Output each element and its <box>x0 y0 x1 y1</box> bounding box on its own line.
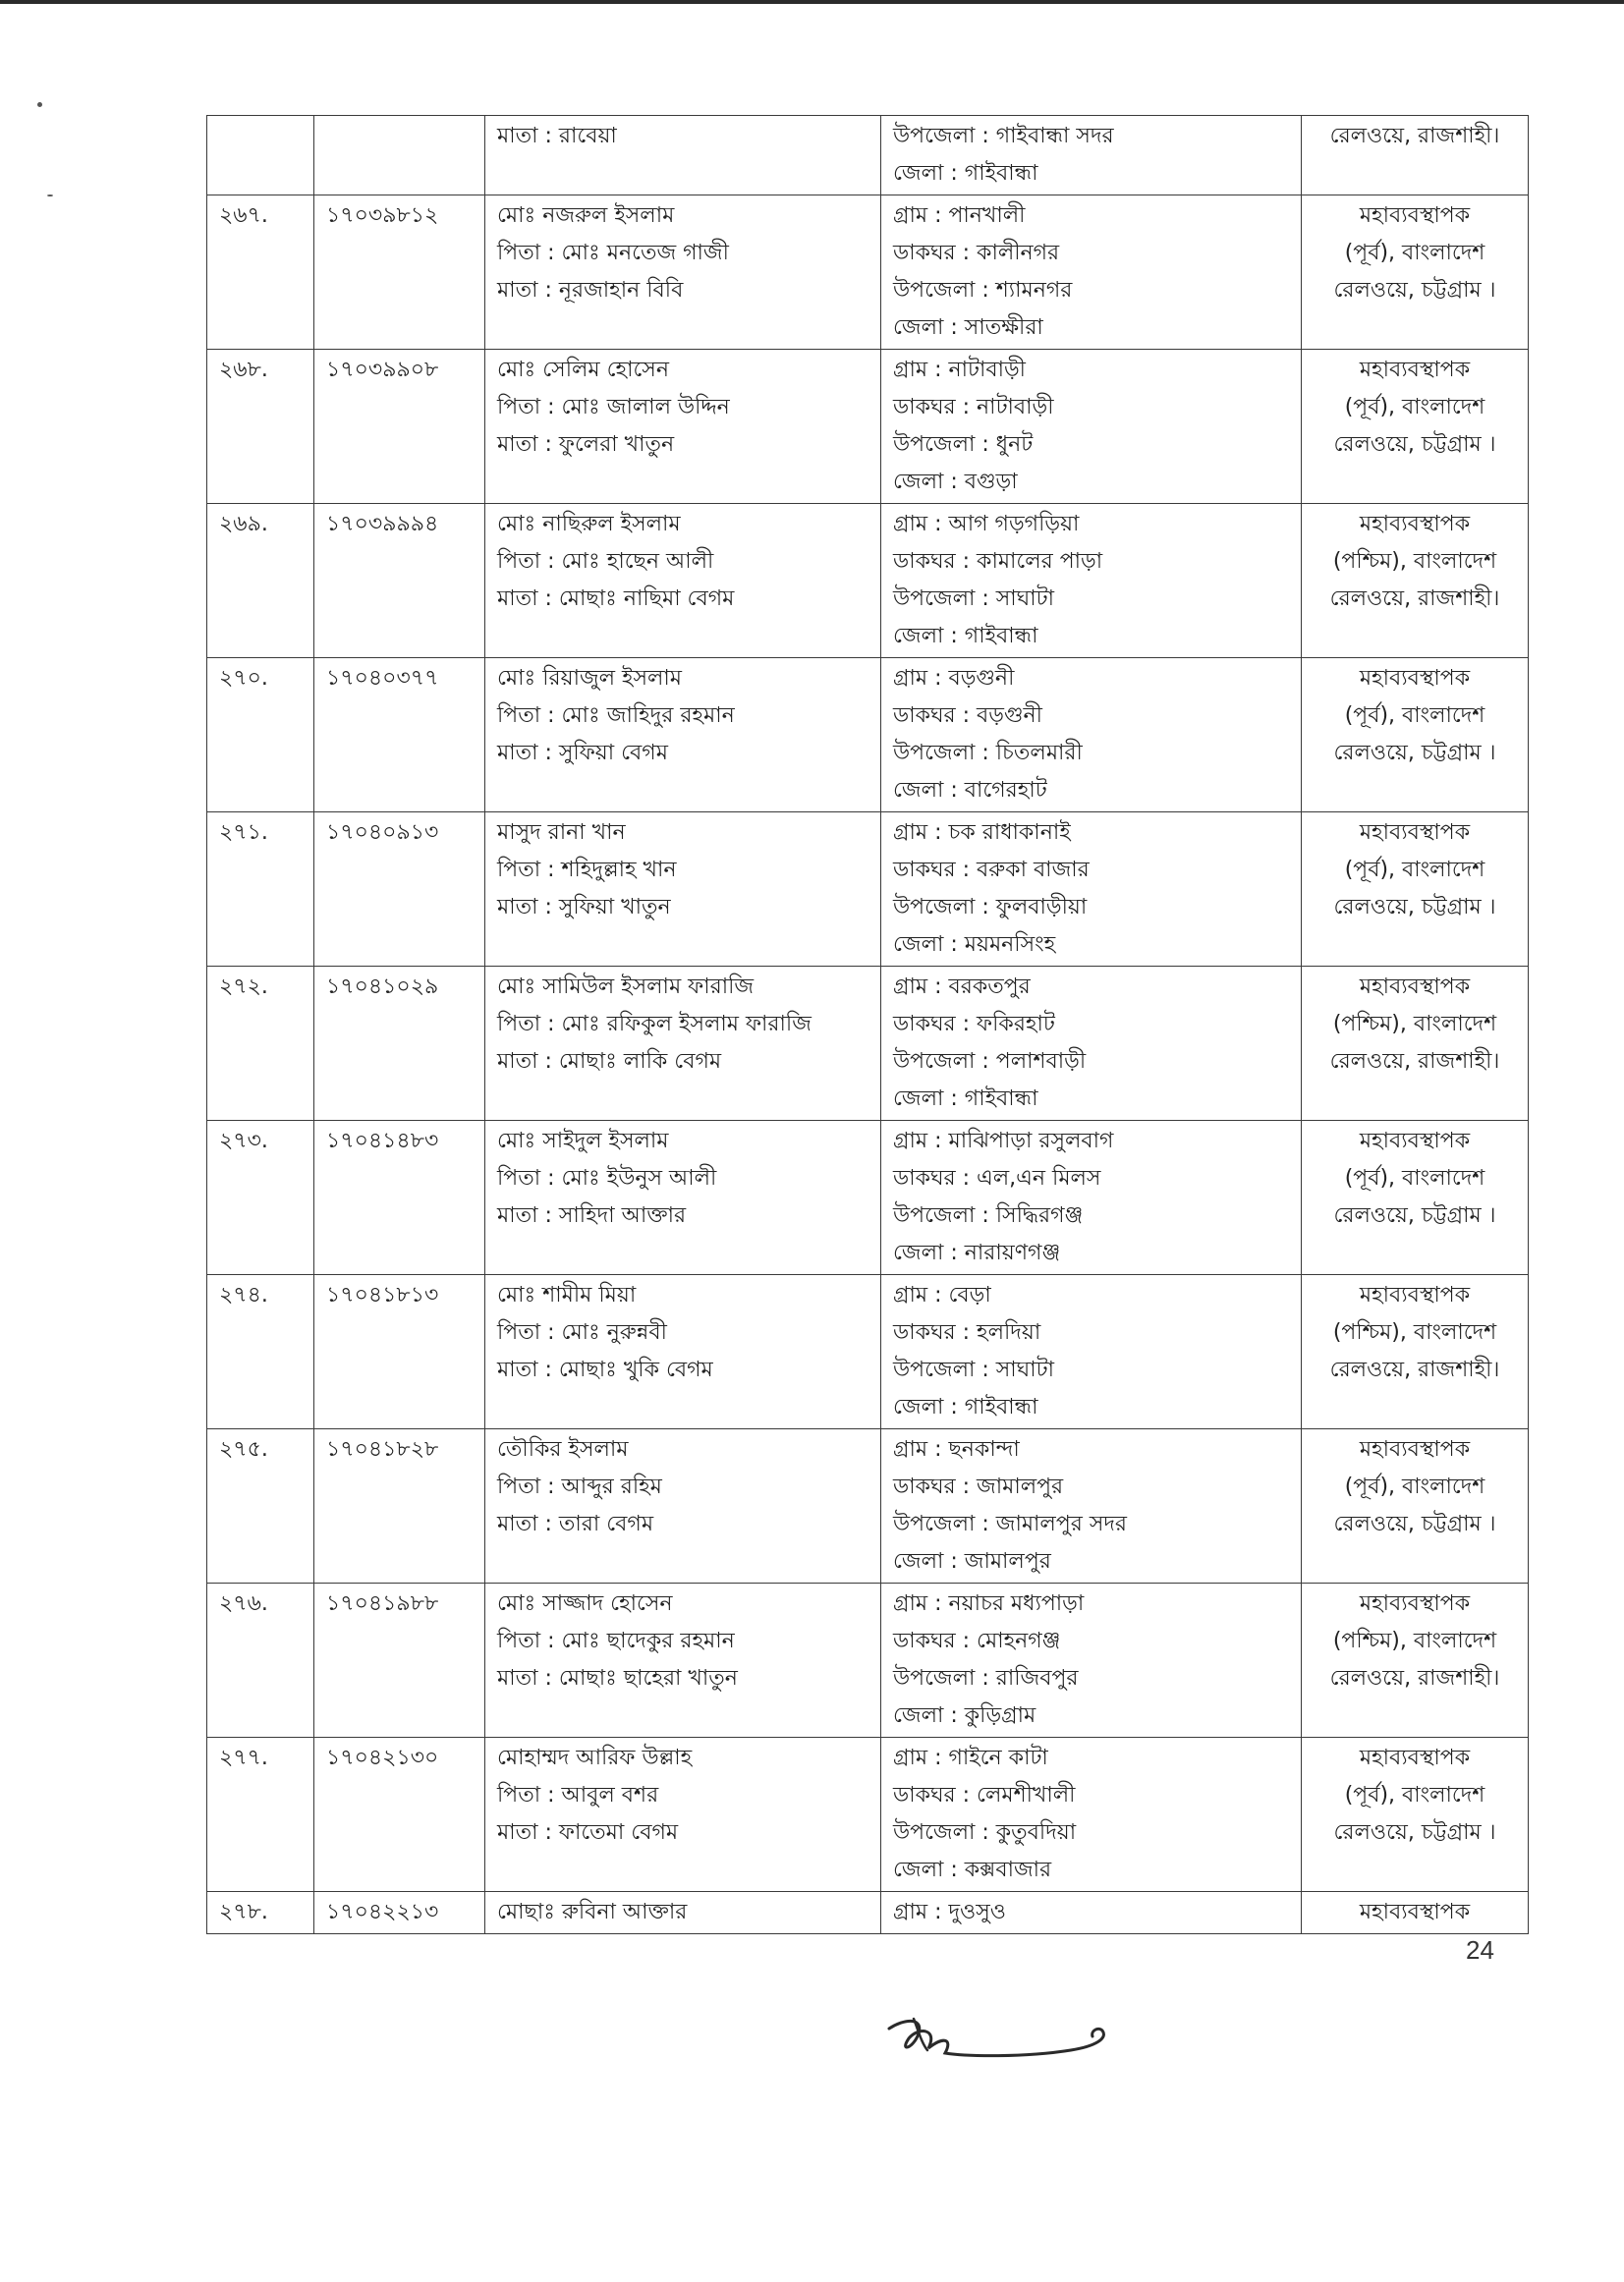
district: জেলা : বাগেরহাট <box>893 778 1047 803</box>
district: জেলা : গাইবান্ধা <box>893 1395 1038 1419</box>
serial-cell <box>207 116 314 195</box>
address-cell <box>881 967 1302 1121</box>
village: গ্রাম : গাইনে কাটা <box>893 1746 1048 1770</box>
office-line: রেলওয়ে, চট্টগ্রাম । <box>1333 1820 1496 1845</box>
office-cell <box>1302 116 1529 195</box>
district: জেলা : জামালপুর <box>893 1549 1051 1574</box>
roll-cell: ১৭০৪১৪৮৩ <box>314 1121 485 1275</box>
office-line: রেলওয়ে, রাজশাহী। <box>1329 1049 1500 1074</box>
office-line: মহাব্যবস্থাপক <box>1359 1900 1471 1924</box>
father-name: পিতা : মোঃ হাছেন আলী <box>497 549 714 574</box>
candidate-table <box>206 115 1529 1934</box>
name-cell <box>485 116 881 195</box>
father-name: পিতা : মোঃ জালাল উদ্দিন <box>497 395 730 419</box>
name-cell <box>485 1121 881 1275</box>
roll-cell: ১৭০৪২২১৩ <box>314 1892 485 1934</box>
office-cell <box>1302 504 1529 658</box>
candidate-name: মোঃ শামীম মিয়া <box>497 1283 637 1308</box>
table-row <box>207 504 1529 658</box>
office-line: রেলওয়ে, রাজশাহী। <box>1329 1666 1500 1691</box>
village: গ্রাম : মাঝিপাড়া রসুলবাগ <box>893 1129 1114 1153</box>
serial-cell: ২৭০. <box>207 658 314 812</box>
page-number: 24 <box>1466 1935 1494 1965</box>
office-cell <box>1302 1275 1529 1429</box>
office-line: (পূর্ব), বাংলাদেশ <box>1344 241 1485 265</box>
office-line: (পূর্ব), বাংলাদেশ <box>1344 1475 1485 1499</box>
village: গ্রাম : আগ গড়গড়িয়া <box>893 512 1080 536</box>
table-row <box>207 1429 1529 1584</box>
office-cell <box>1302 1121 1529 1275</box>
upazila: উপজেলা : শ্যামনগর <box>893 278 1073 303</box>
office-cell <box>1302 1738 1529 1892</box>
post: ডাকঘর : হলদিয়া <box>893 1320 1041 1345</box>
upazila: উপজেলা : ধুনট <box>893 432 1034 457</box>
village: গ্রাম : নাটাবাড়ী <box>893 358 1026 382</box>
address-cell <box>881 658 1302 812</box>
post: ডাকঘর : ফকিরহাট <box>893 1012 1055 1036</box>
district: জেলা : গাইবান্ধা <box>893 624 1038 648</box>
candidate-name: মোঃ নজরুল ইসলাম <box>497 203 675 228</box>
table-row <box>207 1738 1529 1892</box>
roll-cell: ১৭০৩৯৮১২ <box>314 195 485 350</box>
address-cell <box>881 350 1302 504</box>
serial-cell: ২৬৯. <box>207 504 314 658</box>
village: গ্রাম : বরকতপুর <box>893 974 1031 999</box>
address-cell <box>881 195 1302 350</box>
father-name: পিতা : শহিদুল্লাহ খান <box>497 858 677 882</box>
office-cell <box>1302 1429 1529 1584</box>
address-cell <box>881 1738 1302 1892</box>
candidate-name: তৌকির ইসলাম <box>497 1437 629 1462</box>
office-line: মহাব্যবস্থাপক <box>1359 1746 1471 1770</box>
table-body <box>207 116 1529 1934</box>
upazila: উপজেলা : পলাশবাড়ী <box>893 1049 1087 1074</box>
address-cell <box>881 1275 1302 1429</box>
father-name: পিতা : মোঃ ইউনুস আলী <box>497 1166 717 1191</box>
mother-name: মাতা : মোছাঃ খুকি বেগম <box>497 1358 713 1382</box>
address-cell <box>881 1584 1302 1738</box>
name-cell <box>485 1275 881 1429</box>
mother-name: মাতা : তারা বেগম <box>497 1512 654 1536</box>
mother-name: মাতা : সাহিদা আক্তার <box>497 1203 687 1228</box>
candidate-name: মোঃ নাছিরুল ইসলাম <box>497 512 681 536</box>
roll-cell: ১৭০৪১৯৮৮ <box>314 1584 485 1738</box>
candidate-name: মাসুদ রানা খান <box>497 820 626 845</box>
post: ডাকঘর : কালীনগর <box>893 241 1060 265</box>
address-cell <box>881 116 1302 195</box>
upazila: উপজেলা : সাঘাটা <box>893 1358 1055 1382</box>
mother-name: মাতা : মোছাঃ ছাহেরা খাতুন <box>497 1666 738 1691</box>
continued-row <box>207 116 1529 195</box>
signature-scribble <box>884 2009 1110 2087</box>
mother-name: মাতা : সুফিয়া বেগম <box>497 741 668 765</box>
candidate-name: মোঃ সাইদুল ইসলাম <box>497 1129 669 1153</box>
table-row-partial <box>207 1892 1529 1934</box>
father-name: পিতা : মোঃ রফিকুল ইসলাম ফারাজি <box>497 1012 812 1036</box>
district: জেলা : নারায়ণগঞ্জ <box>893 1241 1061 1265</box>
village: গ্রাম : ছনকান্দা <box>893 1437 1020 1462</box>
district: জেলা : বগুড়া <box>893 470 1018 494</box>
candidate-name: মোহাম্মদ আরিফ উল্লাহ <box>497 1746 693 1770</box>
address-cell <box>881 1121 1302 1275</box>
office-line: মহাব্যবস্থাপক <box>1359 1437 1471 1462</box>
upazila: উপজেলা : চিতলমারী <box>893 741 1083 765</box>
serial-cell: ২৭১. <box>207 812 314 967</box>
candidate-name: মোঃ সাজ্জাদ হোসেন <box>497 1591 673 1616</box>
name-cell <box>485 1429 881 1584</box>
office-cell <box>1302 658 1529 812</box>
mother-name: মাতা : মোছাঃ নাছিমা বেগম <box>497 586 735 611</box>
office-line: (পশ্চিম), বাংলাদেশ <box>1332 1012 1497 1036</box>
office-line: রেলওয়ে, চট্টগ্রাম । <box>1333 1203 1496 1228</box>
office-line: মহাব্যবস্থাপক <box>1359 512 1471 536</box>
mother-name: মাতা : ফুলেরা খাতুন <box>497 432 675 457</box>
office-line: (পশ্চিম), বাংলাদেশ <box>1332 1320 1497 1345</box>
office-line: রেলওয়ে, রাজশাহী। <box>1329 1358 1500 1382</box>
serial-cell: ২৭৮. <box>207 1892 314 1934</box>
office-line: মহাব্যবস্থাপক <box>1359 1591 1471 1616</box>
office-line: (পশ্চিম), বাংলাদেশ <box>1332 1629 1497 1653</box>
upazila: উপজেলা : কুতুবদিয়া <box>893 1820 1077 1845</box>
office-line: রেলওয়ে, চট্টগ্রাম । <box>1333 895 1496 919</box>
table-row <box>207 658 1529 812</box>
upazila: উপজেলা : সিদ্ধিরগঞ্জ <box>893 1203 1084 1228</box>
father-name: পিতা : আবুল বশর <box>497 1783 659 1808</box>
village: গ্রাম : দুওসুও <box>893 1900 1006 1924</box>
serial-cell: ২৭৬. <box>207 1584 314 1738</box>
candidate-name: মোঃ রিয়াজুল ইসলাম <box>497 666 683 691</box>
name-cell <box>485 1738 881 1892</box>
serial-cell: ২৭৭. <box>207 1738 314 1892</box>
office-cell <box>1302 1892 1529 1934</box>
roll-cell: ১৭০৪১৮১৩ <box>314 1275 485 1429</box>
name-cell <box>485 350 881 504</box>
name-cell <box>485 1892 881 1934</box>
serial-cell: ২৭৪. <box>207 1275 314 1429</box>
mother-name: মাতা : সুফিয়া খাতুন <box>497 895 671 919</box>
village: গ্রাম : পানখালী <box>893 203 1026 228</box>
mother-name: মাতা : রাবেয়া <box>497 124 617 148</box>
roll-cell: ১৭০৪২১৩০ <box>314 1738 485 1892</box>
post: ডাকঘর : মোহনগঞ্জ <box>893 1629 1061 1653</box>
upazila: উপজেলা : সাঘাটা <box>893 586 1055 611</box>
serial-cell: ২৭৩. <box>207 1121 314 1275</box>
office-cell <box>1302 350 1529 504</box>
office-line: (পূর্ব), বাংলাদেশ <box>1344 1166 1485 1191</box>
office-line: মহাব্যবস্থাপক <box>1359 974 1471 999</box>
post: ডাকঘর : জামালপুর <box>893 1475 1064 1499</box>
roll-cell: ১৭০৪১৮২৮ <box>314 1429 485 1584</box>
village: গ্রাম : বেড়া <box>893 1283 991 1308</box>
office-line: রেলওয়ে, রাজশাহী। <box>1329 124 1500 148</box>
post: ডাকঘর : বড়গুনী <box>893 703 1042 728</box>
father-name: পিতা : আব্দুর রহিম <box>497 1475 662 1499</box>
district: জেলা : গাইবান্ধা <box>893 161 1038 186</box>
mother-name: মাতা : মোছাঃ লাকি বেগম <box>497 1049 722 1074</box>
office-line: মহাব্যবস্থাপক <box>1359 820 1471 845</box>
serial-cell: ২৭২. <box>207 967 314 1121</box>
scan-speck <box>37 102 42 107</box>
office-line: রেলওয়ে, চট্টগ্রাম । <box>1333 1512 1496 1536</box>
serial-cell: ২৬৭. <box>207 195 314 350</box>
post: ডাকঘর : লেমশীখালী <box>893 1783 1076 1808</box>
father-name: পিতা : মোঃ ছাদেকুর রহমান <box>497 1629 735 1653</box>
office-line: মহাব্যবস্থাপক <box>1359 358 1471 382</box>
upazila: উপজেলা : জামালপুর সদর <box>893 1512 1128 1536</box>
office-cell <box>1302 812 1529 967</box>
serial-cell: ২৬৮. <box>207 350 314 504</box>
office-cell <box>1302 1584 1529 1738</box>
village: গ্রাম : চক রাধাকানাই <box>893 820 1071 845</box>
office-line: (পূর্ব), বাংলাদেশ <box>1344 858 1485 882</box>
office-line: মহাব্যবস্থাপক <box>1359 1283 1471 1308</box>
table-row <box>207 195 1529 350</box>
table-row <box>207 1584 1529 1738</box>
district: জেলা : কক্সবাজার <box>893 1858 1052 1882</box>
office-line: (পূর্ব), বাংলাদেশ <box>1344 703 1485 728</box>
post: ডাকঘর : কামালের পাড়া <box>893 549 1103 574</box>
mother-name: মাতা : নূরজাহান বিবি <box>497 278 684 303</box>
name-cell <box>485 967 881 1121</box>
candidate-name: মোঃ সেলিম হোসেন <box>497 358 669 382</box>
roll-cell: ১৭০৪১০২৯ <box>314 967 485 1121</box>
roll-cell: ১৭০৩৯৯৯৪ <box>314 504 485 658</box>
mother-name: মাতা : ফাতেমা বেগম <box>497 1820 679 1845</box>
table-row <box>207 812 1529 967</box>
office-line: (পূর্ব), বাংলাদেশ <box>1344 1783 1485 1808</box>
address-cell <box>881 1429 1302 1584</box>
district: জেলা : ময়মনসিংহ <box>893 932 1056 957</box>
name-cell <box>485 195 881 350</box>
roll-cell <box>314 116 485 195</box>
office-line: মহাব্যবস্থাপক <box>1359 666 1471 691</box>
top-edge-rule <box>0 0 1624 4</box>
name-cell <box>485 504 881 658</box>
district: জেলা : গাইবান্ধা <box>893 1086 1038 1111</box>
table-row <box>207 350 1529 504</box>
office-line: রেলওয়ে, রাজশাহী। <box>1329 586 1500 611</box>
upazila: উপজেলা : গাইবান্ধা সদর <box>893 124 1114 148</box>
village: গ্রাম : বড়গুনী <box>893 666 1015 691</box>
upazila: উপজেলা : ফুলবাড়ীয়া <box>893 895 1088 919</box>
table-row <box>207 1121 1529 1275</box>
table-row <box>207 1275 1529 1429</box>
candidate-name: মোছাঃ রুবিনা আক্তার <box>497 1900 688 1924</box>
office-line: (পূর্ব), বাংলাদেশ <box>1344 395 1485 419</box>
district: জেলা : কুড়িগ্রাম <box>893 1703 1036 1728</box>
office-line: (পশ্চিম), বাংলাদেশ <box>1332 549 1497 574</box>
office-cell <box>1302 195 1529 350</box>
address-cell <box>881 1892 1302 1934</box>
father-name: পিতা : মোঃ জাহিদুর রহমান <box>497 703 735 728</box>
office-line: রেলওয়ে, চট্টগ্রাম । <box>1333 278 1496 303</box>
office-line: মহাব্যবস্থাপক <box>1359 1129 1471 1153</box>
roll-cell: ১৭০৪০৩৭৭ <box>314 658 485 812</box>
village: গ্রাম : নয়াচর মধ্যপাড়া <box>893 1591 1085 1616</box>
address-cell <box>881 812 1302 967</box>
roll-cell: ১৭০৩৯৯০৮ <box>314 350 485 504</box>
candidate-name: মোঃ সামিউল ইসলাম ফারাজি <box>497 974 755 999</box>
post: ডাকঘর : নাটাবাড়ী <box>893 395 1054 419</box>
name-cell <box>485 812 881 967</box>
father-name: পিতা : মোঃ নুরুন্নবী <box>497 1320 667 1345</box>
upazila: উপজেলা : রাজিবপুর <box>893 1666 1079 1691</box>
address-cell <box>881 504 1302 658</box>
name-cell <box>485 658 881 812</box>
serial-cell: ২৭৫. <box>207 1429 314 1584</box>
office-line: মহাব্যবস্থাপক <box>1359 203 1471 228</box>
table-row <box>207 967 1529 1121</box>
scan-speck <box>47 195 53 196</box>
office-line: রেলওয়ে, চট্টগ্রাম । <box>1333 432 1496 457</box>
father-name: পিতা : মোঃ মনতেজ গাজী <box>497 241 729 265</box>
district: জেলা : সাতক্ষীরা <box>893 315 1043 340</box>
post: ডাকঘর : এল,এন মিলস <box>893 1166 1101 1191</box>
office-cell <box>1302 967 1529 1121</box>
name-cell <box>485 1584 881 1738</box>
office-line: রেলওয়ে, চট্টগ্রাম । <box>1333 741 1496 765</box>
post: ডাকঘর : বরুকা বাজার <box>893 858 1090 882</box>
roll-cell: ১৭০৪০৯১৩ <box>314 812 485 967</box>
